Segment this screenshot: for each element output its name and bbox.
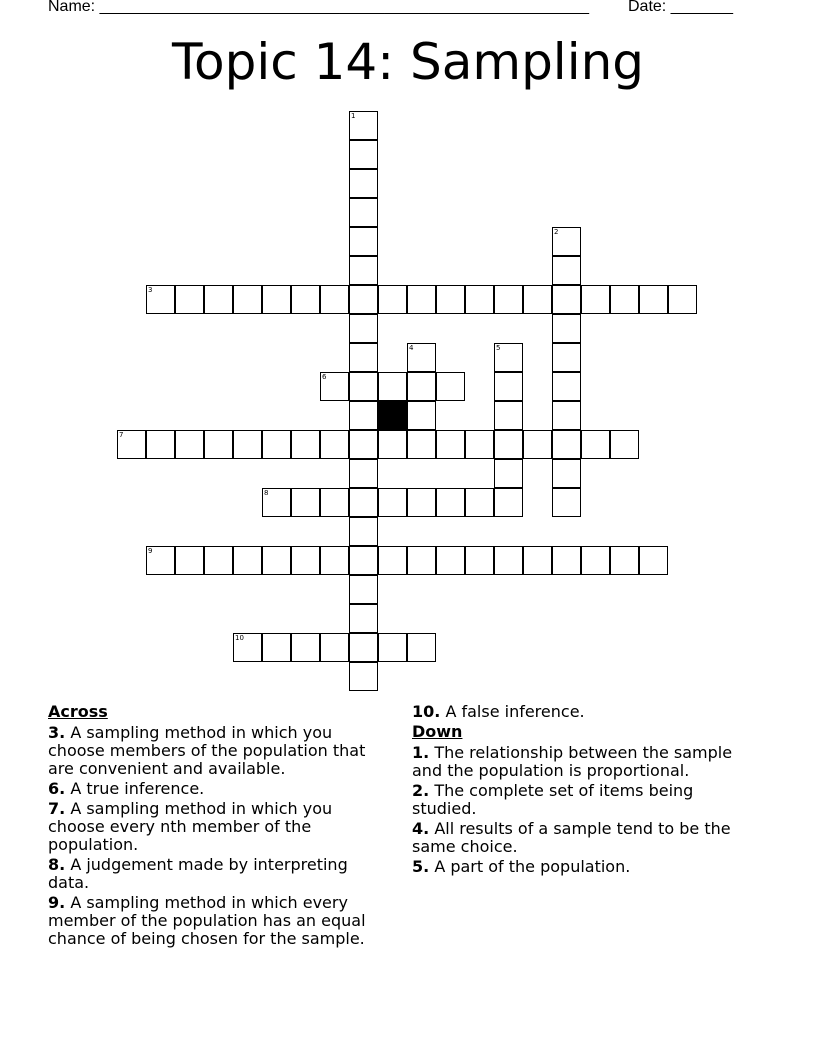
clue-item xyxy=(412,782,757,818)
grid-cell[interactable] xyxy=(552,285,581,314)
grid-cell[interactable] xyxy=(436,285,465,314)
grid-cell[interactable] xyxy=(407,633,436,662)
name-field-label: Name: _______________________________________________________ xyxy=(48,0,589,15)
grid-cell[interactable] xyxy=(552,430,581,459)
clue-text: The relationship between the sample and the population is proportional. xyxy=(412,743,733,780)
grid-cell[interactable] xyxy=(523,430,552,459)
grid-cell[interactable] xyxy=(494,343,523,372)
grid-cell[interactable] xyxy=(320,546,349,575)
grid-cell[interactable] xyxy=(668,285,697,314)
grid-cell[interactable] xyxy=(262,546,291,575)
grid-cell[interactable] xyxy=(349,517,378,546)
clue-number: 10. xyxy=(412,702,441,721)
grid-cell[interactable] xyxy=(552,372,581,401)
clue-number-label: 4 xyxy=(409,344,414,352)
grid-cell[interactable] xyxy=(436,488,465,517)
grid-cell[interactable] xyxy=(320,285,349,314)
grid-cell[interactable] xyxy=(233,285,262,314)
clue-number: 8. xyxy=(48,855,66,874)
grid-cell[interactable] xyxy=(581,285,610,314)
grid-cell[interactable] xyxy=(610,546,639,575)
across-heading: Across xyxy=(48,702,108,721)
clue-item xyxy=(412,858,757,876)
clue-number-label: 6 xyxy=(322,373,327,381)
grid-cell[interactable] xyxy=(204,430,233,459)
grid-cell[interactable] xyxy=(639,546,668,575)
grid-cell[interactable] xyxy=(610,285,639,314)
grid-cell[interactable] xyxy=(349,285,378,314)
grid-cell[interactable] xyxy=(407,372,436,401)
clue-item xyxy=(48,800,388,854)
grid-cell[interactable] xyxy=(494,459,523,488)
clue-text: A true inference. xyxy=(70,779,205,798)
clue-number-label: 8 xyxy=(264,489,269,497)
grid-cell[interactable] xyxy=(465,488,494,517)
clue-number-label: 3 xyxy=(148,286,153,294)
grid-cell[interactable] xyxy=(349,372,378,401)
grid-cell[interactable] xyxy=(610,430,639,459)
grid-cell[interactable] xyxy=(349,314,378,343)
grid-cell[interactable] xyxy=(552,256,581,285)
clue-item xyxy=(48,724,388,778)
down-clues xyxy=(412,703,757,878)
grid-cell[interactable] xyxy=(233,546,262,575)
grid-cell[interactable] xyxy=(494,488,523,517)
grid-cell[interactable] xyxy=(407,430,436,459)
grid-cell[interactable] xyxy=(349,633,378,662)
clue-number-label: 7 xyxy=(119,431,124,439)
grid-cell[interactable] xyxy=(349,459,378,488)
grid-cell[interactable] xyxy=(291,430,320,459)
grid-cell[interactable] xyxy=(494,401,523,430)
grid-cell[interactable] xyxy=(349,169,378,198)
clue-item xyxy=(48,856,388,892)
grid-cell[interactable] xyxy=(494,430,523,459)
grid-cell[interactable] xyxy=(407,546,436,575)
grid-cell[interactable] xyxy=(552,343,581,372)
grid-cell[interactable] xyxy=(291,285,320,314)
grid-cell[interactable] xyxy=(146,430,175,459)
clue-number: 1. xyxy=(412,743,430,762)
grid-cell[interactable] xyxy=(523,285,552,314)
grid-cell[interactable] xyxy=(204,546,233,575)
grid-cell[interactable] xyxy=(581,546,610,575)
grid-cell[interactable] xyxy=(349,575,378,604)
grid-cell[interactable] xyxy=(494,372,523,401)
grid-cell[interactable] xyxy=(262,430,291,459)
grid-cell[interactable] xyxy=(465,430,494,459)
grid-cell[interactable] xyxy=(262,285,291,314)
clue-number-label: 2 xyxy=(554,228,559,236)
clue-text: A sampling method in which every member of the population has an equal chance of being chosen for the sample. xyxy=(48,893,366,948)
grid-cell[interactable] xyxy=(291,488,320,517)
clue-text: A sampling method in which you choose members of the population that are convenient and available. xyxy=(48,723,366,778)
grid-cell[interactable] xyxy=(407,343,436,372)
clue-number: 5. xyxy=(412,857,430,876)
clue-text: A false inference. xyxy=(445,702,585,721)
clue-number: 3. xyxy=(48,723,66,742)
grid-cell[interactable] xyxy=(349,662,378,691)
clue-number: 4. xyxy=(412,819,430,838)
grid-cell[interactable] xyxy=(349,111,378,140)
grid-cell[interactable] xyxy=(552,227,581,256)
grid-cell[interactable] xyxy=(378,430,407,459)
grid-cell[interactable] xyxy=(175,430,204,459)
grid-cell[interactable] xyxy=(291,546,320,575)
grid-cell[interactable] xyxy=(552,314,581,343)
grid-cell[interactable] xyxy=(175,546,204,575)
grid-cell[interactable] xyxy=(349,227,378,256)
grid-cell[interactable] xyxy=(233,633,262,662)
grid-cell[interactable] xyxy=(349,604,378,633)
clue-number: 7. xyxy=(48,799,66,818)
grid-cell[interactable] xyxy=(349,198,378,227)
clue-item xyxy=(48,894,388,948)
grid-cell[interactable] xyxy=(378,633,407,662)
grid-cell[interactable] xyxy=(349,488,378,517)
page-title: Topic 14: Sampling xyxy=(171,33,645,91)
across-clues xyxy=(48,703,388,950)
grid-cell[interactable] xyxy=(146,285,175,314)
grid-cell[interactable] xyxy=(378,546,407,575)
grid-cell[interactable] xyxy=(349,401,378,430)
grid-cell[interactable] xyxy=(320,430,349,459)
grid-cell[interactable] xyxy=(291,633,320,662)
clue-number-label: 1 xyxy=(351,112,356,120)
grid-cell[interactable] xyxy=(378,372,407,401)
grid-cell[interactable] xyxy=(465,285,494,314)
grid-cell[interactable] xyxy=(204,285,233,314)
grid-cell[interactable] xyxy=(262,633,291,662)
grid-cell[interactable] xyxy=(552,488,581,517)
grid-cell[interactable] xyxy=(494,546,523,575)
grid-cell[interactable] xyxy=(320,488,349,517)
clue-number-label: 9 xyxy=(148,547,153,555)
clue-text: A judgement made by interpreting data. xyxy=(48,855,348,892)
clue-text: All results of a sample tend to be the same choice. xyxy=(412,819,731,856)
grid-cell[interactable] xyxy=(378,488,407,517)
grid-cell[interactable] xyxy=(146,546,175,575)
grid-cell[interactable] xyxy=(349,343,378,372)
grid-cell[interactable] xyxy=(175,285,204,314)
clue-number-label: 5 xyxy=(496,344,501,352)
clue-text: A part of the population. xyxy=(434,857,631,876)
clue-text: A sampling method in which you choose every nth member of the population. xyxy=(48,799,333,854)
grid-cell[interactable] xyxy=(552,401,581,430)
blocked-cell xyxy=(378,401,407,430)
grid-cell[interactable] xyxy=(639,285,668,314)
grid-cell[interactable] xyxy=(378,285,407,314)
clue-item xyxy=(412,744,757,780)
grid-cell[interactable] xyxy=(320,372,349,401)
clue-text: The complete set of items being studied. xyxy=(412,781,694,818)
clue-number: 6. xyxy=(48,779,66,798)
clue-number: 2. xyxy=(412,781,430,800)
clue-item xyxy=(412,703,757,721)
grid-cell[interactable] xyxy=(552,546,581,575)
grid-cell[interactable] xyxy=(262,488,291,517)
clue-item xyxy=(412,820,757,856)
grid-cell[interactable] xyxy=(523,546,552,575)
grid-cell[interactable] xyxy=(407,285,436,314)
date-field-label: Date: _______ xyxy=(628,0,733,15)
clue-number-label: 10 xyxy=(235,634,244,642)
grid-cell[interactable] xyxy=(117,430,146,459)
grid-cell[interactable] xyxy=(581,430,610,459)
grid-cell[interactable] xyxy=(436,372,465,401)
grid-cell[interactable] xyxy=(436,546,465,575)
clue-number: 9. xyxy=(48,893,66,912)
clue-item xyxy=(48,780,388,798)
grid-cell[interactable] xyxy=(233,430,262,459)
grid-cell[interactable] xyxy=(349,430,378,459)
grid-cell[interactable] xyxy=(407,488,436,517)
grid-cell[interactable] xyxy=(494,285,523,314)
grid-cell[interactable] xyxy=(465,546,494,575)
grid-cell[interactable] xyxy=(407,401,436,430)
grid-cell[interactable] xyxy=(349,256,378,285)
grid-cell[interactable] xyxy=(320,633,349,662)
grid-cell[interactable] xyxy=(436,430,465,459)
grid-cell[interactable] xyxy=(552,459,581,488)
down-heading: Down xyxy=(412,722,463,741)
grid-cell[interactable] xyxy=(349,546,378,575)
grid-cell[interactable] xyxy=(349,140,378,169)
